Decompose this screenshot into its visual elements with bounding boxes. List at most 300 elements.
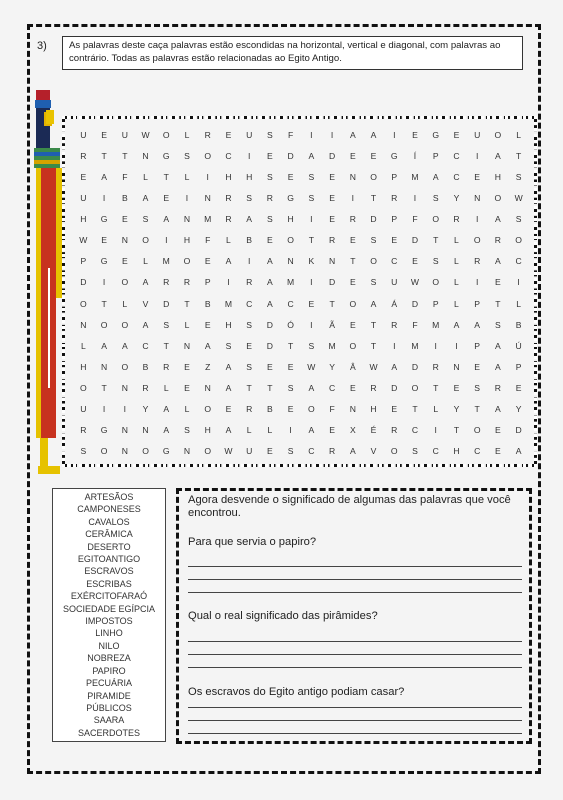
grid-letter[interactable]: C bbox=[142, 340, 149, 351]
grid-letter[interactable]: D bbox=[370, 214, 377, 225]
grid-letter[interactable]: D bbox=[266, 319, 273, 330]
grid-letter[interactable]: Z bbox=[205, 361, 211, 372]
grid-letter[interactable]: R bbox=[142, 383, 149, 394]
grid-letter[interactable]: A bbox=[432, 171, 439, 182]
grid-letter[interactable]: I bbox=[393, 129, 396, 140]
grid-letter[interactable]: O bbox=[349, 340, 357, 351]
grid-letter[interactable]: T bbox=[433, 235, 439, 246]
grid-letter[interactable]: A bbox=[453, 319, 460, 330]
grid-letter[interactable]: T bbox=[370, 319, 377, 330]
grid-letter[interactable]: B bbox=[142, 361, 149, 372]
grid-letter[interactable]: O bbox=[308, 404, 315, 415]
grid-letter[interactable]: T bbox=[267, 383, 273, 394]
grid-letter[interactable]: T bbox=[370, 192, 377, 203]
grid-letter[interactable]: D bbox=[266, 340, 273, 351]
grid-letter[interactable]: A bbox=[495, 214, 501, 225]
grid-letter[interactable]: C bbox=[246, 298, 253, 309]
grid-letter[interactable]: T bbox=[308, 235, 314, 246]
grid-letter[interactable]: N bbox=[183, 340, 191, 351]
grid-letter[interactable]: T bbox=[101, 150, 107, 161]
grid-letter[interactable]: I bbox=[102, 277, 106, 288]
grid-letter[interactable]: N bbox=[204, 192, 211, 203]
grid-letter[interactable]: U bbox=[80, 129, 87, 140]
grid-letter[interactable]: C bbox=[411, 425, 419, 436]
grid-letter[interactable]: I bbox=[247, 256, 251, 267]
grid-letter[interactable]: S bbox=[370, 277, 377, 288]
grid-letter[interactable]: E bbox=[349, 235, 356, 246]
grid-letter[interactable]: T bbox=[246, 383, 252, 394]
grid-letter[interactable]: E bbox=[391, 235, 398, 246]
grid-letter[interactable]: S bbox=[184, 425, 190, 436]
grid-letter[interactable]: F bbox=[412, 319, 418, 330]
grid-letter[interactable]: E bbox=[474, 171, 481, 182]
grid-letter[interactable]: T bbox=[495, 298, 501, 309]
grid-letter[interactable]: G bbox=[162, 150, 170, 161]
grid-letter[interactable]: L bbox=[433, 404, 439, 415]
grid-letter[interactable]: T bbox=[184, 298, 190, 309]
grid-letter[interactable]: D bbox=[411, 361, 419, 372]
grid-letter[interactable]: R bbox=[494, 235, 501, 246]
grid-letter[interactable]: L bbox=[454, 277, 459, 288]
grid-letter[interactable]: S bbox=[515, 171, 522, 182]
grid-letter[interactable]: A bbox=[142, 192, 149, 203]
grid-letter[interactable]: O bbox=[473, 425, 481, 436]
grid-letter[interactable]: M bbox=[224, 298, 233, 309]
grid-letter[interactable]: T bbox=[101, 383, 107, 394]
grid-letter[interactable]: A bbox=[163, 404, 170, 415]
grid-letter[interactable]: O bbox=[121, 361, 129, 372]
grid-letter[interactable]: A bbox=[495, 256, 501, 267]
grid-letter[interactable]: R bbox=[80, 425, 87, 436]
grid-letter[interactable]: O bbox=[370, 256, 377, 267]
grid-letter[interactable]: L bbox=[184, 319, 190, 330]
grid-letter[interactable]: E bbox=[204, 319, 211, 330]
grid-letter[interactable]: N bbox=[204, 383, 211, 394]
grid-letter[interactable]: A bbox=[225, 383, 232, 394]
answer-line[interactable] bbox=[188, 579, 522, 580]
grid-letter[interactable]: C bbox=[328, 383, 336, 394]
grid-letter[interactable]: M bbox=[328, 340, 336, 351]
grid-letter[interactable]: M bbox=[204, 214, 212, 225]
grid-letter[interactable]: D bbox=[328, 150, 336, 161]
grid-letter[interactable]: S bbox=[267, 171, 273, 182]
grid-letter[interactable]: B bbox=[121, 192, 128, 203]
grid-letter[interactable]: T bbox=[101, 298, 107, 309]
grid-letter[interactable]: H bbox=[80, 361, 87, 372]
grid-letter[interactable]: O bbox=[515, 235, 522, 246]
grid-letter[interactable]: A bbox=[267, 277, 273, 288]
grid-letter[interactable]: T bbox=[163, 171, 169, 182]
grid-letter[interactable]: P bbox=[204, 277, 211, 288]
grid-letter[interactable]: D bbox=[515, 425, 522, 436]
grid-letter[interactable]: R bbox=[163, 361, 170, 372]
grid-letter[interactable]: M bbox=[432, 319, 440, 330]
grid-letter[interactable]: L bbox=[454, 256, 459, 267]
grid-letter[interactable]: E bbox=[474, 361, 481, 372]
grid-letter[interactable]: H bbox=[246, 171, 253, 182]
grid-letter[interactable]: Y bbox=[515, 404, 522, 415]
grid-letter[interactable]: W bbox=[410, 277, 420, 288]
grid-letter[interactable]: M bbox=[411, 171, 419, 182]
grid-letter[interactable]: A bbox=[391, 361, 398, 372]
grid-letter[interactable]: E bbox=[287, 404, 294, 415]
grid-letter[interactable]: B bbox=[246, 235, 253, 246]
grid-letter[interactable]: A bbox=[370, 129, 377, 140]
grid-letter[interactable]: O bbox=[204, 404, 212, 415]
grid-letter[interactable]: N bbox=[121, 425, 128, 436]
grid-letter[interactable]: H bbox=[80, 214, 87, 225]
grid-letter[interactable]: T bbox=[288, 340, 294, 351]
grid-letter[interactable]: S bbox=[432, 256, 439, 267]
grid-letter[interactable]: S bbox=[287, 446, 294, 457]
grid-letter[interactable]: O bbox=[183, 256, 191, 267]
answer-line[interactable] bbox=[188, 566, 522, 567]
grid-letter[interactable]: G bbox=[100, 256, 108, 267]
grid-letter[interactable]: I bbox=[123, 404, 126, 415]
grid-letter[interactable]: A bbox=[349, 446, 356, 457]
grid-letter[interactable]: P bbox=[474, 340, 481, 351]
grid-letter[interactable]: R bbox=[225, 192, 232, 203]
grid-letter[interactable]: I bbox=[165, 235, 168, 246]
grid-letter[interactable]: C bbox=[453, 150, 460, 161]
grid-letter[interactable]: S bbox=[495, 319, 501, 330]
grid-letter[interactable]: R bbox=[163, 277, 170, 288]
answer-line[interactable] bbox=[188, 733, 522, 734]
grid-letter[interactable]: T bbox=[370, 340, 377, 351]
grid-letter[interactable]: H bbox=[370, 404, 377, 415]
grid-letter[interactable]: O bbox=[432, 214, 440, 225]
grid-letter[interactable]: O bbox=[142, 235, 149, 246]
grid-letter[interactable]: O bbox=[494, 192, 502, 203]
grid-letter[interactable]: A bbox=[495, 150, 501, 161]
grid-letter[interactable]: G bbox=[287, 192, 294, 203]
grid-letter[interactable]: E bbox=[495, 425, 501, 436]
grid-letter[interactable]: G bbox=[432, 129, 440, 140]
grid-letter[interactable]: E bbox=[184, 383, 190, 394]
grid-letter[interactable]: I bbox=[289, 425, 292, 436]
grid-letter[interactable]: E bbox=[184, 361, 190, 372]
grid-letter[interactable]: E bbox=[287, 171, 294, 182]
grid-letter[interactable]: A bbox=[267, 256, 273, 267]
grid-letter[interactable]: A bbox=[308, 383, 315, 394]
grid-letter[interactable]: R bbox=[391, 192, 398, 203]
grid-letter[interactable]: T bbox=[329, 298, 335, 309]
grid-letter[interactable]: I bbox=[102, 404, 106, 415]
grid-letter[interactable]: E bbox=[495, 446, 501, 457]
grid-letter[interactable]: G bbox=[390, 150, 398, 161]
grid-letter[interactable]: L bbox=[163, 383, 169, 394]
grid-letter[interactable]: Y bbox=[453, 192, 460, 203]
grid-letter[interactable]: L bbox=[267, 425, 273, 436]
grid-letter[interactable]: E bbox=[495, 277, 501, 288]
grid-letter[interactable]: P bbox=[432, 298, 439, 309]
grid-letter[interactable]: R bbox=[80, 150, 87, 161]
grid-letter[interactable]: L bbox=[184, 171, 190, 182]
grid-letter[interactable]: B bbox=[267, 404, 273, 415]
grid-letter[interactable]: E bbox=[121, 256, 128, 267]
grid-letter[interactable]: N bbox=[474, 192, 481, 203]
grid-letter[interactable]: E bbox=[453, 383, 460, 394]
grid-letter[interactable]: P bbox=[391, 171, 398, 182]
grid-letter[interactable]: F bbox=[329, 404, 335, 415]
grid-letter[interactable]: P bbox=[80, 256, 87, 267]
grid-letter[interactable]: E bbox=[515, 383, 522, 394]
grid-letter[interactable]: H bbox=[453, 446, 460, 457]
grid-letter[interactable]: E bbox=[163, 192, 170, 203]
grid-letter[interactable]: S bbox=[432, 192, 439, 203]
grid-letter[interactable]: C bbox=[225, 150, 232, 161]
grid-letter[interactable]: E bbox=[391, 404, 398, 415]
grid-letter[interactable]: R bbox=[391, 319, 398, 330]
grid-letter[interactable]: L bbox=[516, 129, 522, 140]
grid-letter[interactable]: E bbox=[349, 383, 356, 394]
grid-letter[interactable]: O bbox=[390, 446, 398, 457]
grid-letter[interactable]: E bbox=[349, 150, 356, 161]
grid-letter[interactable]: É bbox=[370, 425, 377, 436]
grid-letter[interactable]: N bbox=[183, 214, 191, 225]
grid-letter[interactable]: A bbox=[142, 319, 149, 330]
grid-letter[interactable]: O bbox=[411, 383, 419, 394]
grid-letter[interactable]: O bbox=[80, 383, 87, 394]
grid-letter[interactable]: L bbox=[184, 129, 190, 140]
grid-letter[interactable]: S bbox=[163, 319, 170, 330]
grid-letter[interactable]: G bbox=[162, 446, 170, 457]
grid-letter[interactable]: A bbox=[121, 340, 128, 351]
grid-letter[interactable]: L bbox=[122, 298, 128, 309]
answer-line[interactable] bbox=[188, 641, 522, 642]
grid-letter[interactable]: I bbox=[310, 214, 313, 225]
grid-letter[interactable]: W bbox=[307, 361, 316, 372]
grid-letter[interactable]: E bbox=[412, 256, 418, 267]
grid-letter[interactable]: O bbox=[121, 319, 129, 330]
grid-letter[interactable]: F bbox=[412, 214, 418, 225]
grid-letter[interactable]: I bbox=[393, 340, 396, 351]
grid-letter[interactable]: E bbox=[349, 277, 356, 288]
grid-letter[interactable]: U bbox=[246, 446, 253, 457]
grid-letter[interactable]: R bbox=[246, 277, 253, 288]
grid-letter[interactable]: E bbox=[453, 129, 460, 140]
grid-letter[interactable]: N bbox=[453, 361, 460, 372]
grid-letter[interactable]: E bbox=[308, 298, 315, 309]
grid-letter[interactable]: I bbox=[434, 425, 437, 436]
grid-letter[interactable]: C bbox=[432, 446, 439, 457]
grid-letter[interactable]: I bbox=[330, 129, 334, 140]
grid-letter[interactable]: E bbox=[287, 361, 294, 372]
grid-letter[interactable]: O bbox=[370, 171, 377, 182]
grid-letter[interactable]: C bbox=[287, 298, 294, 309]
grid-letter[interactable]: I bbox=[351, 192, 354, 203]
grid-letter[interactable]: O bbox=[204, 150, 212, 161]
grid-letter[interactable]: R bbox=[183, 277, 191, 288]
grid-letter[interactable]: I bbox=[310, 129, 313, 140]
grid-letter[interactable]: S bbox=[308, 192, 315, 203]
grid-letter[interactable]: N bbox=[349, 404, 356, 415]
grid-letter[interactable]: A bbox=[308, 425, 315, 436]
grid-letter[interactable]: N bbox=[121, 235, 128, 246]
grid-letter[interactable]: E bbox=[349, 319, 356, 330]
grid-letter[interactable]: W bbox=[369, 361, 378, 372]
grid-letter[interactable]: I bbox=[455, 340, 458, 351]
grid-letter[interactable]: R bbox=[453, 214, 460, 225]
grid-letter[interactable]: E bbox=[225, 129, 232, 140]
grid-letter[interactable]: A bbox=[225, 361, 232, 372]
grid-letter[interactable]: E bbox=[204, 256, 211, 267]
grid-letter[interactable]: O bbox=[204, 446, 212, 457]
grid-letter[interactable]: O bbox=[100, 446, 108, 457]
grid-letter[interactable]: L bbox=[143, 256, 148, 267]
grid-letter[interactable]: Â bbox=[349, 361, 356, 372]
grid-letter[interactable]: S bbox=[184, 150, 190, 161]
grid-letter[interactable]: L bbox=[516, 298, 522, 309]
grid-letter[interactable]: C bbox=[308, 446, 315, 457]
grid-letter[interactable]: A bbox=[495, 404, 501, 415]
grid-letter[interactable]: T bbox=[474, 404, 480, 415]
grid-letter[interactable]: O bbox=[432, 277, 440, 288]
grid-letter[interactable]: T bbox=[433, 383, 439, 394]
grid-letter[interactable]: E bbox=[370, 150, 377, 161]
grid-letter[interactable]: N bbox=[142, 425, 149, 436]
grid-letter[interactable]: E bbox=[267, 150, 273, 161]
grid-letter[interactable]: V bbox=[370, 446, 377, 457]
grid-letter[interactable]: N bbox=[183, 446, 191, 457]
grid-letter[interactable]: G bbox=[100, 425, 108, 436]
grid-letter[interactable]: C bbox=[391, 256, 398, 267]
grid-letter[interactable]: P bbox=[474, 298, 481, 309]
grid-letter[interactable]: R bbox=[349, 214, 356, 225]
grid-letter[interactable]: H bbox=[204, 425, 211, 436]
grid-letter[interactable]: E bbox=[101, 129, 107, 140]
answer-line[interactable] bbox=[188, 592, 522, 593]
grid-letter[interactable]: Í bbox=[413, 150, 417, 161]
grid-letter[interactable]: E bbox=[329, 171, 335, 182]
grid-letter[interactable]: I bbox=[206, 171, 209, 182]
grid-letter[interactable]: F bbox=[288, 129, 294, 140]
grid-letter[interactable]: O bbox=[80, 298, 87, 309]
grid-letter[interactable]: S bbox=[370, 235, 377, 246]
grid-letter[interactable]: H bbox=[494, 171, 501, 182]
answer-line[interactable] bbox=[188, 667, 522, 668]
grid-letter[interactable]: S bbox=[246, 192, 253, 203]
grid-letter[interactable]: E bbox=[225, 404, 232, 415]
grid-letter[interactable]: N bbox=[80, 319, 87, 330]
grid-letter[interactable]: A bbox=[474, 319, 481, 330]
grid-letter[interactable]: R bbox=[370, 383, 377, 394]
grid-letter[interactable]: S bbox=[267, 214, 273, 225]
grid-letter[interactable]: R bbox=[328, 235, 336, 246]
grid-letter[interactable]: D bbox=[411, 235, 419, 246]
grid-letter[interactable]: S bbox=[225, 340, 232, 351]
grid-letter[interactable]: L bbox=[226, 235, 231, 246]
grid-letter[interactable]: A bbox=[246, 214, 253, 225]
grid-letter[interactable]: W bbox=[141, 129, 150, 140]
grid-letter[interactable]: Ú bbox=[515, 340, 522, 351]
grid-letter[interactable]: A bbox=[101, 171, 107, 182]
grid-letter[interactable]: O bbox=[287, 235, 294, 246]
grid-letter[interactable]: D bbox=[80, 277, 87, 288]
grid-letter[interactable]: E bbox=[101, 235, 107, 246]
grid-letter[interactable]: A bbox=[225, 256, 232, 267]
grid-letter[interactable]: K bbox=[308, 256, 315, 267]
grid-letter[interactable]: O bbox=[142, 446, 149, 457]
grid-letter[interactable]: A bbox=[370, 298, 377, 309]
grid-letter[interactable]: R bbox=[474, 256, 481, 267]
grid-letter[interactable]: A bbox=[142, 277, 149, 288]
grid-letter[interactable]: F bbox=[205, 235, 211, 246]
grid-letter[interactable]: T bbox=[350, 256, 356, 267]
grid-letter[interactable]: O bbox=[121, 277, 129, 288]
grid-letter[interactable]: O bbox=[349, 298, 357, 309]
grid-letter[interactable]: C bbox=[474, 446, 481, 457]
grid-letter[interactable]: I bbox=[475, 214, 479, 225]
grid-letter[interactable]: R bbox=[494, 383, 501, 394]
grid-letter[interactable]: A bbox=[308, 150, 315, 161]
grid-letter[interactable]: F bbox=[122, 171, 128, 182]
grid-letter[interactable]: T bbox=[122, 150, 128, 161]
grid-letter[interactable]: Ã bbox=[329, 319, 335, 330]
grid-letter[interactable]: R bbox=[246, 404, 253, 415]
grid-letter[interactable]: U bbox=[246, 129, 253, 140]
grid-letter[interactable]: S bbox=[246, 361, 253, 372]
grid-letter[interactable]: W bbox=[79, 235, 88, 246]
grid-letter[interactable]: N bbox=[349, 171, 356, 182]
grid-letter[interactable]: H bbox=[183, 235, 191, 246]
grid-letter[interactable]: P bbox=[515, 361, 522, 372]
grid-letter[interactable]: A bbox=[163, 425, 170, 436]
grid-letter[interactable]: L bbox=[143, 171, 148, 182]
grid-letter[interactable]: E bbox=[121, 214, 128, 225]
grid-letter[interactable]: W bbox=[224, 446, 233, 457]
grid-letter[interactable]: D bbox=[411, 298, 419, 309]
grid-letter[interactable]: T bbox=[516, 150, 522, 161]
grid-letter[interactable]: I bbox=[310, 277, 313, 288]
grid-letter[interactable]: S bbox=[515, 214, 522, 225]
grid-letter[interactable]: E bbox=[267, 446, 273, 457]
grid-letter[interactable]: D bbox=[328, 277, 336, 288]
grid-letter[interactable]: S bbox=[287, 383, 294, 394]
grid-letter[interactable]: E bbox=[267, 235, 273, 246]
grid-letter[interactable]: T bbox=[453, 425, 460, 436]
grid-letter[interactable]: D bbox=[391, 383, 398, 394]
grid-letter[interactable]: H bbox=[287, 214, 294, 225]
grid-letter[interactable]: N bbox=[100, 361, 108, 372]
grid-letter[interactable]: Y bbox=[142, 404, 149, 415]
grid-letter[interactable]: L bbox=[80, 340, 86, 351]
grid-letter[interactable]: L bbox=[454, 235, 459, 246]
grid-letter[interactable]: N bbox=[328, 256, 336, 267]
grid-letter[interactable]: I bbox=[227, 277, 230, 288]
grid-letter[interactable]: P bbox=[432, 150, 439, 161]
grid-letter[interactable]: R bbox=[204, 129, 211, 140]
grid-letter[interactable]: P bbox=[391, 214, 398, 225]
grid-letter[interactable]: E bbox=[412, 129, 418, 140]
grid-letter[interactable]: R bbox=[266, 192, 273, 203]
grid-letter[interactable]: S bbox=[412, 446, 418, 457]
grid-letter[interactable]: G bbox=[100, 214, 108, 225]
grid-letter[interactable]: N bbox=[142, 150, 149, 161]
grid-letter[interactable]: R bbox=[225, 214, 232, 225]
grid-letter[interactable]: I bbox=[247, 150, 251, 161]
grid-letter[interactable]: L bbox=[184, 404, 190, 415]
grid-letter[interactable]: R bbox=[432, 361, 439, 372]
grid-letter[interactable]: E bbox=[329, 192, 335, 203]
grid-letter[interactable]: I bbox=[310, 319, 313, 330]
answer-line[interactable] bbox=[188, 720, 522, 721]
grid-letter[interactable]: U bbox=[391, 277, 398, 288]
grid-letter[interactable]: C bbox=[515, 256, 522, 267]
grid-letter[interactable]: H bbox=[225, 171, 232, 182]
grid-letter[interactable]: H bbox=[225, 319, 232, 330]
grid-letter[interactable]: Y bbox=[329, 361, 335, 372]
